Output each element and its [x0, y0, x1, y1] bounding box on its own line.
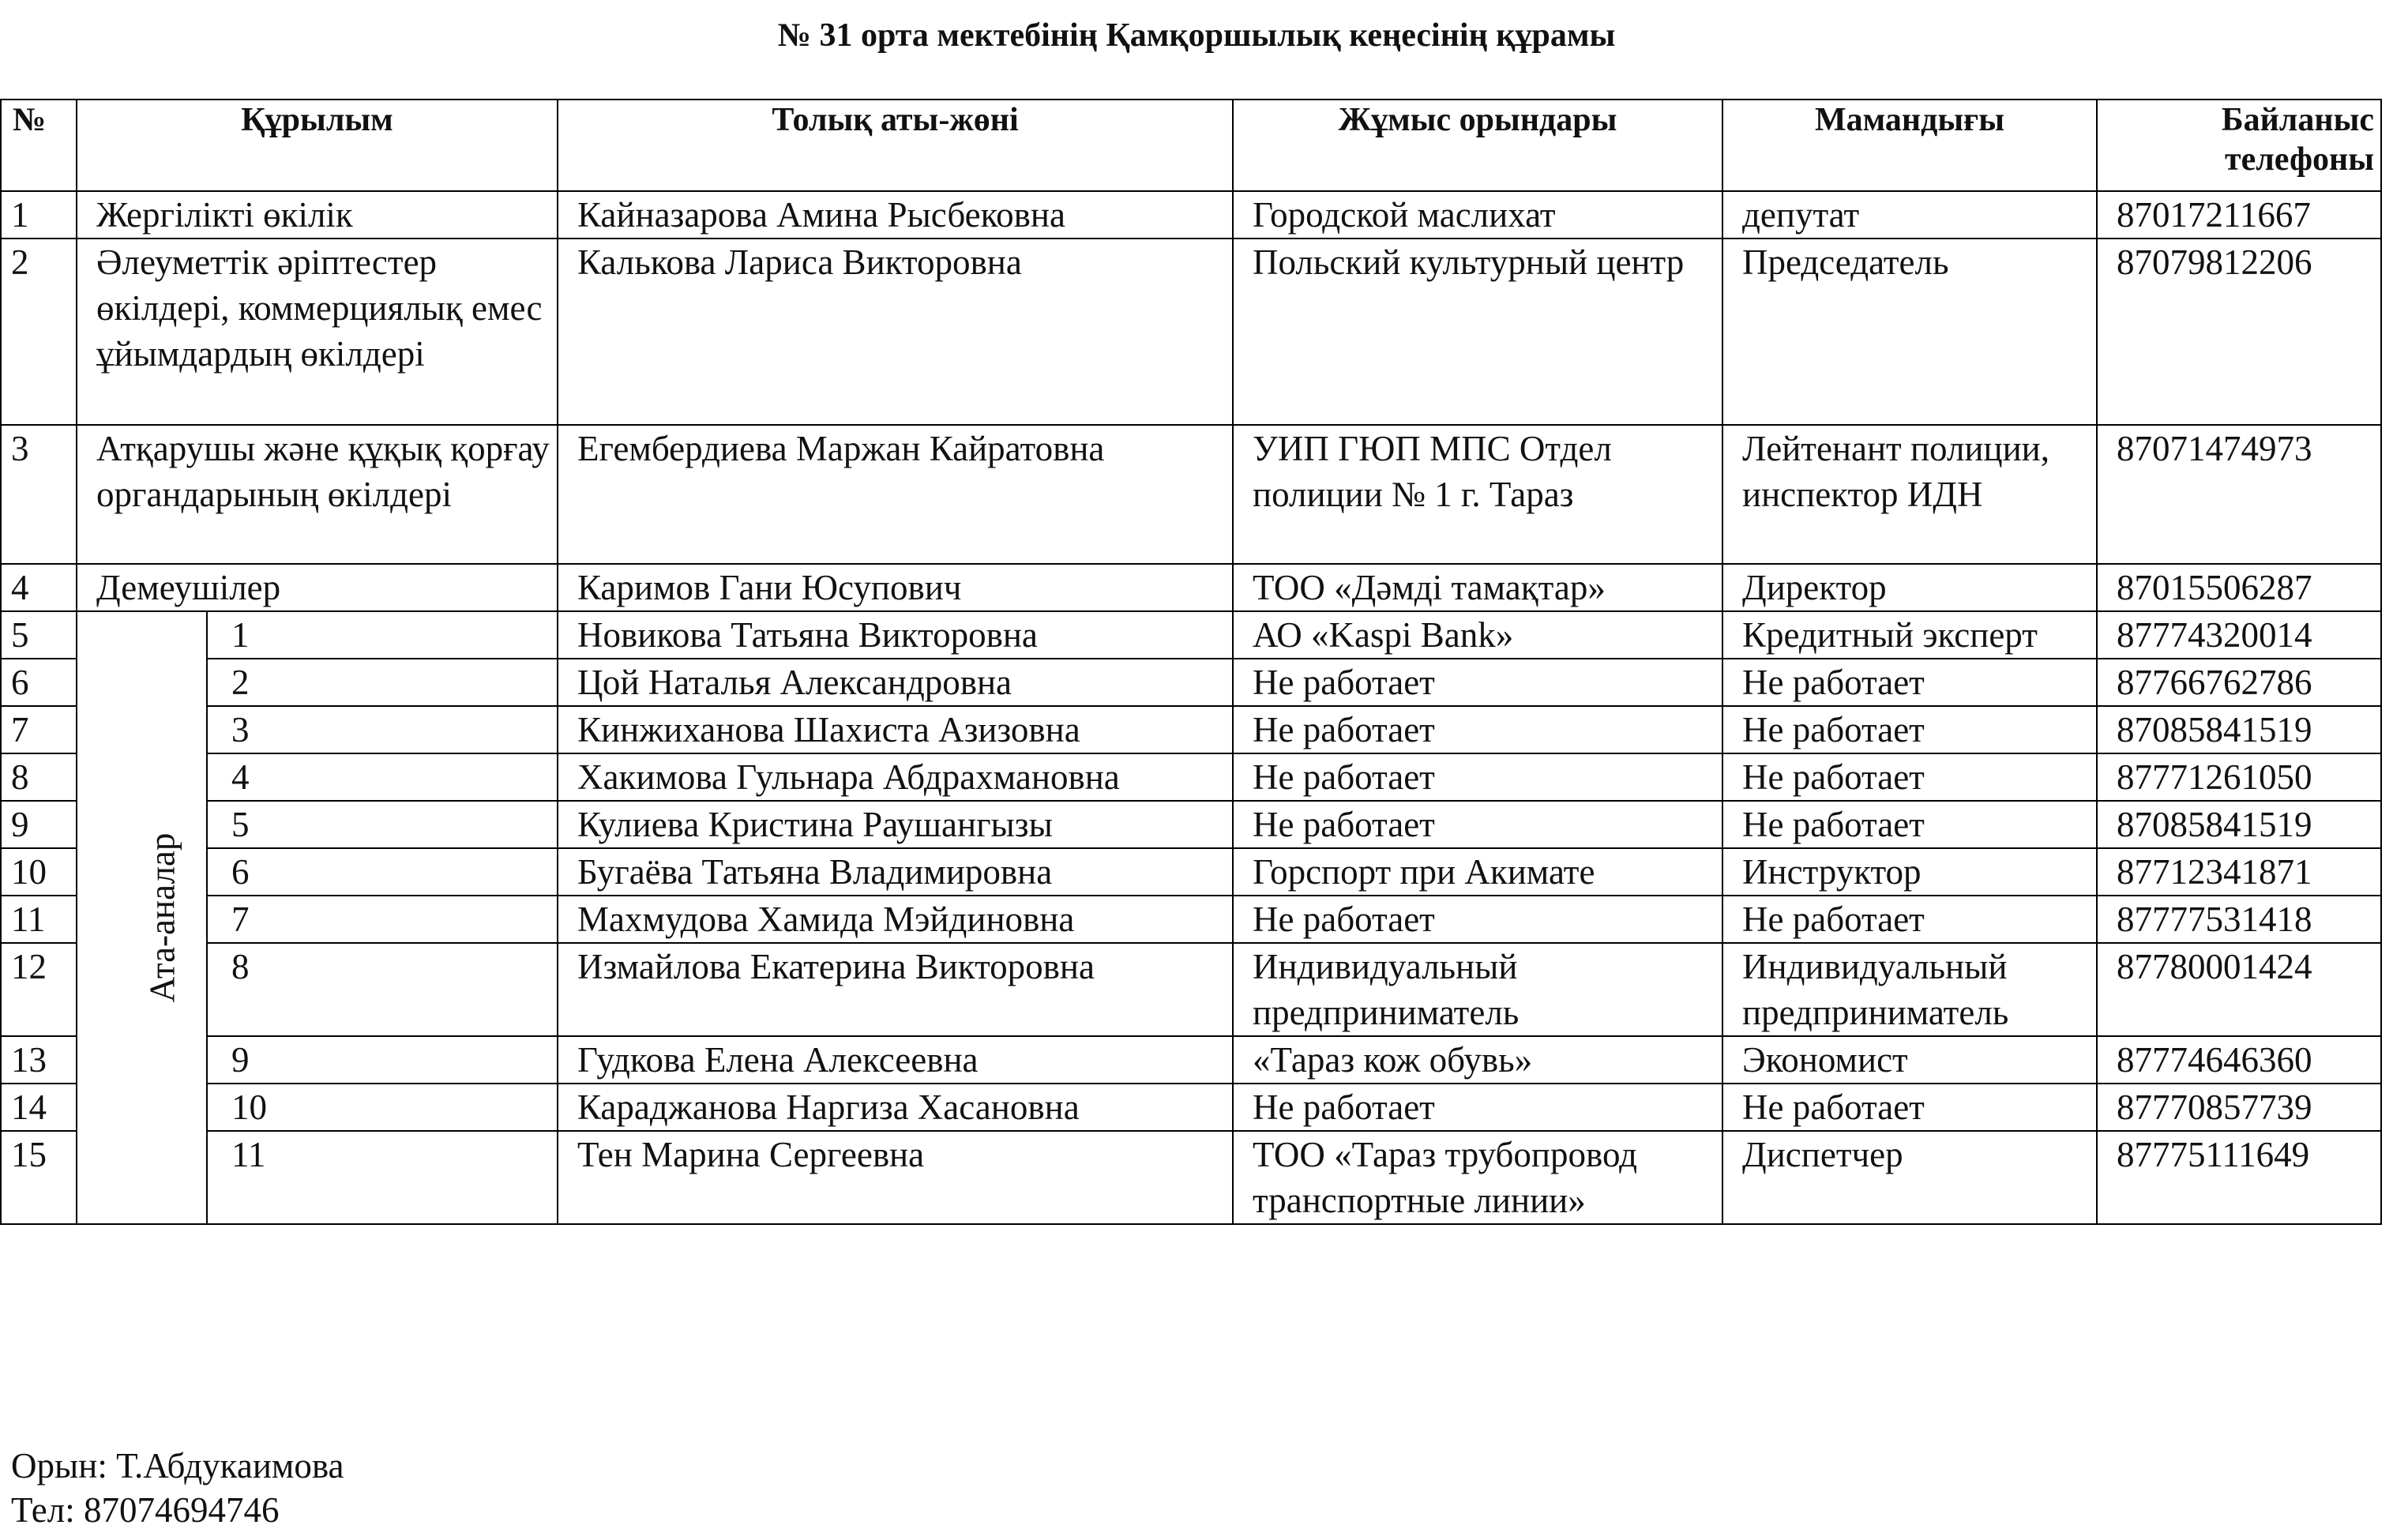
work-cell: Не работает [1233, 1084, 1722, 1131]
sub-number: 1 [207, 611, 558, 659]
table-row [1, 239, 2381, 425]
phone-cell: 87770857739 [2097, 1084, 2381, 1131]
name-cell: Караджанова Наргиза Хасановна [558, 1084, 1233, 1131]
header-row [1, 100, 2381, 191]
sub-number: 9 [207, 1036, 558, 1084]
work-cell: ТОО «Дәмді тамақтар» [1233, 564, 1722, 611]
name-cell: Калькова Лариса Викторовна [558, 239, 1233, 425]
table-row [1, 848, 2381, 896]
phone-cell: 87017211667 [2097, 191, 2381, 239]
header-phone: Байланыс телефоны [2097, 100, 2381, 191]
table-row [1, 564, 2381, 611]
phone-cell: 87766762786 [2097, 659, 2381, 706]
profession-cell: Инструктор [1722, 848, 2097, 896]
phone-cell: 87712341871 [2097, 848, 2381, 896]
header-name: Толық аты-жөні [558, 100, 1233, 191]
profession-cell: Председатель [1722, 239, 2097, 425]
work-cell: Не работает [1233, 706, 1722, 753]
phone-cell: 87774320014 [2097, 611, 2381, 659]
phone-cell: 87777531418 [2097, 896, 2381, 943]
name-cell: Кайназарова Амина Рысбековна [558, 191, 1233, 239]
profession-cell: депутат [1722, 191, 2097, 239]
phone-cell: 87780001424 [2097, 943, 2381, 1036]
name-cell: Тен Марина Сергеевна [558, 1131, 1233, 1224]
profession-cell: Не работает [1722, 801, 2097, 848]
header-profession: Мамандығы [1722, 100, 2097, 191]
council-table [0, 99, 2382, 1225]
work-cell: Индивидуальный предприниматель [1233, 943, 1722, 1036]
sub-number: 3 [207, 706, 558, 753]
phone-cell: 87774646360 [2097, 1036, 2381, 1084]
row-number: 14 [1, 1084, 77, 1131]
header-structure: Құрылым [77, 100, 558, 191]
structure-cell: Жергілікті өкілік [77, 191, 558, 239]
phone-cell: 87085841519 [2097, 801, 2381, 848]
name-cell: Измайлова Екатерина Викторовна [558, 943, 1233, 1036]
profession-cell: Экономист [1722, 1036, 2097, 1084]
name-cell: Новикова Татьяна Викторовна [558, 611, 1233, 659]
profession-cell: Не работает [1722, 659, 2097, 706]
sub-number: 4 [207, 753, 558, 801]
phone-cell: 87771261050 [2097, 753, 2381, 801]
table-row [1, 896, 2381, 943]
profession-cell: Не работает [1722, 896, 2097, 943]
table-row [1, 1036, 2381, 1084]
row-number: 10 [1, 848, 77, 896]
profession-cell: Не работает [1722, 1084, 2097, 1131]
row-number: 7 [1, 706, 77, 753]
sub-number: 11 [207, 1131, 558, 1224]
structure-cell: Әлеуметтік әріптестер өкілдері, коммерциялық емес ұйымдардың өкілдері [77, 239, 558, 425]
row-number: 4 [1, 564, 77, 611]
work-cell: Не работает [1233, 801, 1722, 848]
name-cell: Хакимова Гульнара Абдрахмановна [558, 753, 1233, 801]
sub-number: 10 [207, 1084, 558, 1131]
phone-cell: 87085841519 [2097, 706, 2381, 753]
profession-cell: Лейтенант полиции, инспектор ИДН [1722, 425, 2097, 564]
header-num: № [1, 100, 77, 191]
name-cell: Каримов Гани Юсупович [558, 564, 1233, 611]
footer-executor: Орын: Т.Абдукаимова [11, 1446, 344, 1486]
row-number: 8 [1, 753, 77, 801]
work-cell: Горспорт при Акимате [1233, 848, 1722, 896]
phone-cell: 87775111649 [2097, 1131, 2381, 1224]
row-number: 1 [1, 191, 77, 239]
name-cell: Кинжиханова Шахиста Азизовна [558, 706, 1233, 753]
table-row [1, 1131, 2381, 1224]
profession-cell: Не работает [1722, 706, 2097, 753]
table-row [1, 191, 2381, 239]
table-row [1, 659, 2381, 706]
sub-number: 8 [207, 943, 558, 1036]
profession-cell: Не работает [1722, 753, 2097, 801]
work-cell: АО «Kaspi Bank» [1233, 611, 1722, 659]
work-cell: «Тараз кож обувь» [1233, 1036, 1722, 1084]
name-cell: Кулиева Кристина Раушангызы [558, 801, 1233, 848]
phone-cell: 87079812206 [2097, 239, 2381, 425]
row-number: 13 [1, 1036, 77, 1084]
name-cell: Гудкова Елена Алексеевна [558, 1036, 1233, 1084]
table-row [1, 611, 2381, 659]
row-number: 9 [1, 801, 77, 848]
faded-stamp [829, 1307, 1240, 1378]
parents-group-label: Ата-аналар [142, 832, 182, 1003]
row-number: 5 [1, 611, 77, 659]
sub-number: 7 [207, 896, 558, 943]
footer-phone: Тел: 87074694746 [11, 1490, 280, 1530]
profession-cell: Директор [1722, 564, 2097, 611]
work-cell: Не работает [1233, 753, 1722, 801]
phone-cell: 87015506287 [2097, 564, 2381, 611]
profession-cell: Диспетчер [1722, 1131, 2097, 1224]
work-cell: Не работает [1233, 659, 1722, 706]
row-number: 2 [1, 239, 77, 425]
table-row [1, 943, 2381, 1036]
work-cell: ТОО «Тараз трубопровод транспортные линии» [1233, 1131, 1722, 1224]
phone-cell: 87071474973 [2097, 425, 2381, 564]
name-cell: Махмудова Хамида Мэйдиновна [558, 896, 1233, 943]
structure-cell: Атқарушы және құқық қорғау органдарының өкілдері [77, 425, 558, 564]
work-cell: Польский культурный центр [1233, 239, 1722, 425]
table-row [1, 801, 2381, 848]
table-row [1, 425, 2381, 564]
sub-number: 6 [207, 848, 558, 896]
row-number: 6 [1, 659, 77, 706]
header-work: Жұмыс орындары [1233, 100, 1722, 191]
table-row [1, 706, 2381, 753]
table-row [1, 1084, 2381, 1131]
document-title: № 31 орта мектебінің Қамқоршылық кеңесінің құрамы [777, 17, 1616, 54]
name-cell: Бугаёва Татьяна Владимировна [558, 848, 1233, 896]
work-cell: Городской маслихат [1233, 191, 1722, 239]
profession-cell: Кредитный эксперт [1722, 611, 2097, 659]
row-number: 12 [1, 943, 77, 1036]
name-cell: Егембердиева Маржан Кайратовна [558, 425, 1233, 564]
work-cell: УИП ГЮП МПС Отдел полиции № 1 г. Тараз [1233, 425, 1722, 564]
profession-cell: Индивидуальный предприниматель [1722, 943, 2097, 1036]
name-cell: Цой Наталья Александровна [558, 659, 1233, 706]
table-row [1, 753, 2381, 801]
structure-cell: Демеушілер [77, 564, 558, 611]
parents-group-cell [77, 611, 207, 1224]
row-number: 11 [1, 896, 77, 943]
row-number: 3 [1, 425, 77, 564]
sub-number: 5 [207, 801, 558, 848]
work-cell: Не работает [1233, 896, 1722, 943]
row-number: 15 [1, 1131, 77, 1224]
sub-number: 2 [207, 659, 558, 706]
